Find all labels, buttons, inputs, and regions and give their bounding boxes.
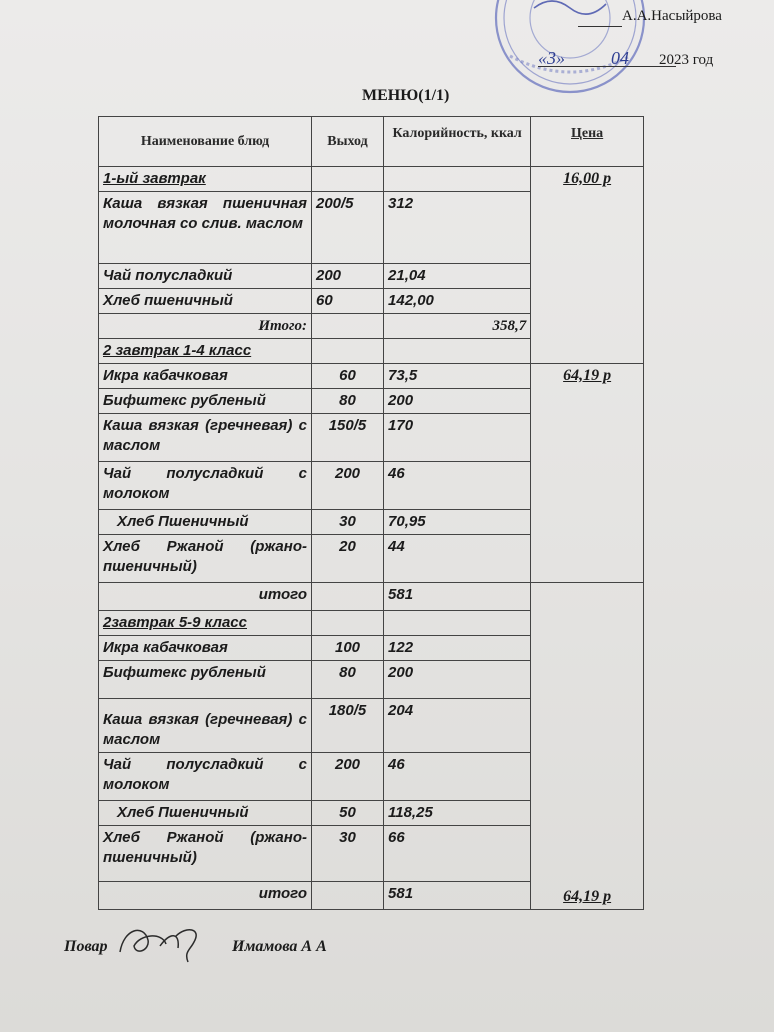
table-header-row [99,117,644,167]
cook-name: Имамова А А [232,938,327,955]
dish-name: Икра кабачковая [99,636,312,661]
page-title: МЕНЮ(1/1) [362,87,450,104]
dish-name: Чай полусладкий с молоком [99,462,312,510]
dish-calories: 122 [384,636,531,661]
dish-calories: 170 [384,414,531,462]
dish-name: Хлеб Ржаной (ржано-пшеничный) [99,535,312,583]
section-title: 1-ый завтрак [99,167,312,192]
dish-output: 100 [311,636,383,661]
dish-name: Хлеб пшеничный [99,289,312,314]
dish-output: 50 [311,801,383,826]
dish-name: Бифштекс рубленый [99,661,312,699]
dish-calories: 200 [384,661,531,699]
dish-output: 180/5 [311,699,383,753]
section-title: 2завтрак 5-9 класс [99,611,312,636]
price-cell: 64,19 р [531,364,644,583]
dish-calories: 21,04 [384,264,531,289]
price-cell: 16,00 р [531,167,644,364]
dish-output: 200 [311,753,383,801]
dish-name: Каша вязкая пшеничная молочная со слив. маслом [99,192,312,264]
dish-output: 200 [311,462,383,510]
dish-output: 20 [311,535,383,583]
cook-footer [64,938,327,956]
cook-signature [114,922,214,966]
dish-output: 60 [311,289,383,314]
total-label: итого [99,882,312,910]
dish-calories: 200 [384,389,531,414]
total-value: 581 [384,882,531,910]
date-year: 2023 год [659,52,714,68]
dish-name: Каша вязкая (гречневая) с маслом [99,699,312,753]
dish-calories: 312 [384,192,531,264]
dish-calories: 73,5 [384,364,531,389]
dish-name: Бифштекс рубленый [99,389,312,414]
dish-name: Хлеб Пшеничный [99,510,312,535]
dish-calories: 142,00 [384,289,531,314]
menu-table [98,116,644,910]
total-value: 581 [384,583,531,611]
dish-output: 150/5 [311,414,383,462]
col-header-calories: Калорийность, ккал [384,117,531,167]
cook-label: Повар [64,938,108,955]
total-value: 358,7 [384,314,531,339]
dish-output: 30 [311,510,383,535]
total-row [99,583,644,611]
dish-output: 80 [311,389,383,414]
date-day: «3» [538,48,565,68]
dish-calories: 118,25 [384,801,531,826]
total-label: итого [99,583,312,611]
dish-calories: 46 [384,753,531,801]
section-title: 2 завтрак 1-4 класс [99,339,312,364]
dish-name: Чай полусладкий [99,264,312,289]
dish-calories: 44 [384,535,531,583]
dish-name: Чай полусладкий с молоком [99,753,312,801]
table-row [99,364,644,389]
date-month: 04 [611,48,629,68]
total-label: Итого: [99,314,312,339]
col-header-price: Цена [571,126,604,141]
dish-output: 200 [311,264,383,289]
dish-calories: 66 [384,826,531,882]
dish-calories: 46 [384,462,531,510]
dish-name: Хлеб Пшеничный [99,801,312,826]
dish-output: 200/5 [311,192,383,264]
col-header-name: Наименование блюд [99,117,312,167]
dish-output: 30 [311,826,383,882]
dish-calories: 70,95 [384,510,531,535]
dish-output: 60 [311,364,383,389]
dish-name: Каша вязкая (гречневая) с маслом [99,414,312,462]
col-header-output: Выход [311,117,383,167]
dish-output: 80 [311,661,383,699]
dish-name: Хлеб Ржаной (ржано-пшеничный) [99,826,312,882]
price-cell: 64,19 р [531,583,644,910]
section-row [99,167,644,192]
dish-name: Икра кабачковая [99,364,312,389]
dish-calories: 204 [384,699,531,753]
approver-name: А.А.Насыйрова [622,8,722,24]
